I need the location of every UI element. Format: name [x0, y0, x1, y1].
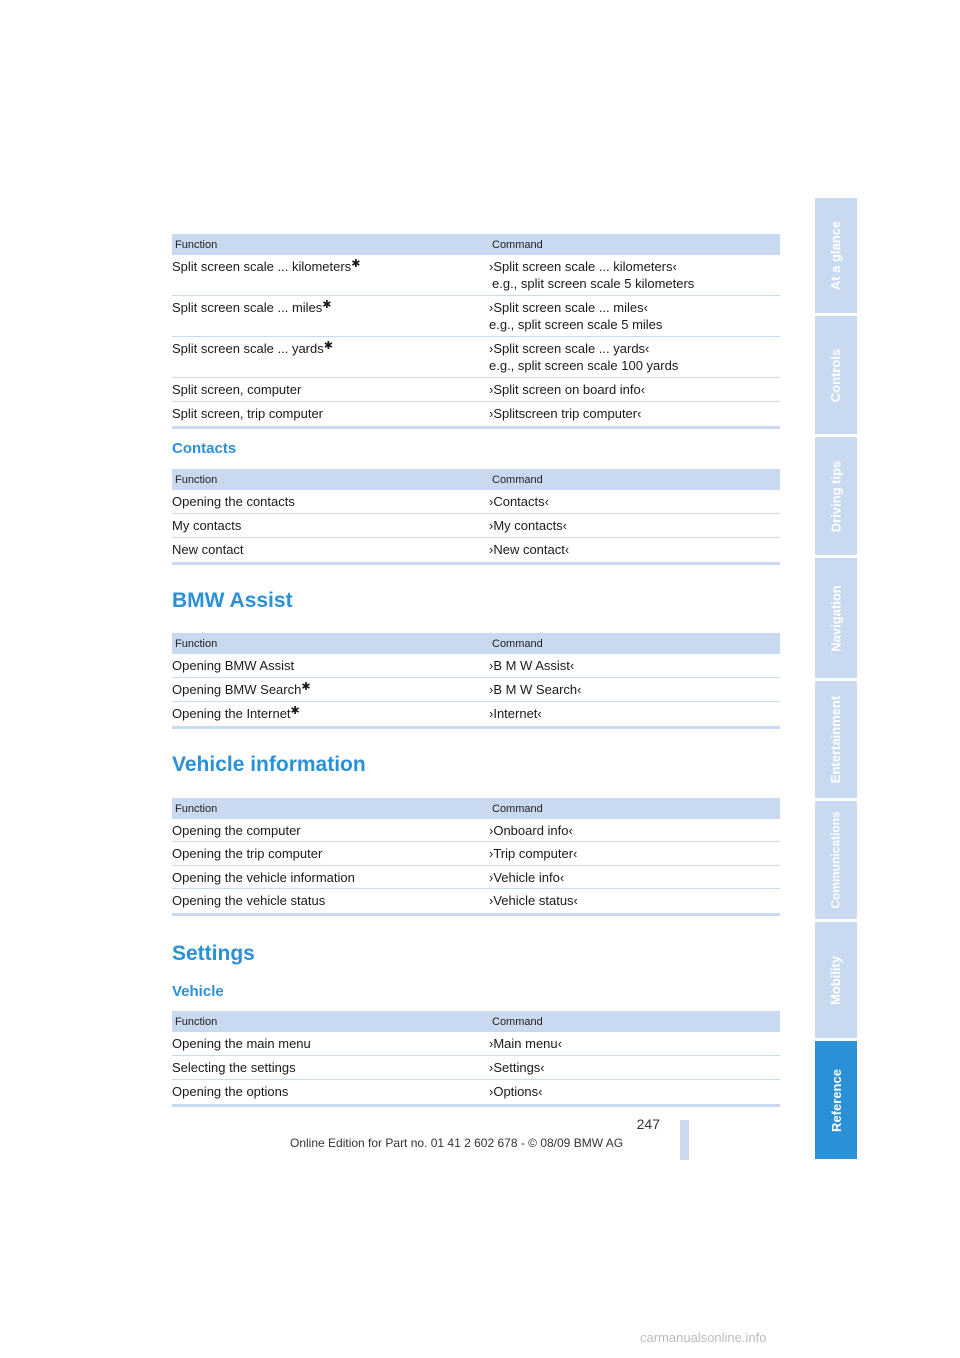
row-function: Opening the contacts: [172, 494, 295, 509]
table-row: [172, 842, 780, 866]
row-command: ›My contacts‹: [489, 518, 568, 533]
row-function: Opening the Internet: [172, 706, 291, 721]
table-header: [172, 1011, 780, 1032]
row-function: Opening the trip computer: [172, 846, 323, 861]
settings-heading: Settings: [172, 942, 255, 965]
footer-bar: [680, 1120, 689, 1160]
table-row: [172, 514, 780, 538]
tab-at-a-glance[interactable]: At a glance: [815, 198, 857, 313]
bmw-assist-heading: BMW Assist: [172, 589, 293, 612]
settings-table: [172, 1011, 780, 1107]
tab-communications[interactable]: Communications: [815, 801, 857, 919]
option-star: ✱: [290, 705, 300, 717]
table-row: [172, 1080, 780, 1104]
table-row: [172, 337, 780, 378]
header-command: Command: [492, 802, 543, 815]
row-example: e.g., split screen scale 5 miles: [489, 317, 663, 332]
header-function: Function: [175, 637, 218, 650]
table-row: [172, 538, 780, 562]
row-command: ›Split screen scale ... kilometers‹: [489, 259, 677, 274]
table-row: [172, 702, 780, 726]
row-command: ›Vehicle info‹: [489, 870, 565, 885]
table-row: [172, 255, 780, 296]
row-command: ›Contacts‹: [489, 494, 549, 509]
tab-reference[interactable]: Reference: [815, 1041, 857, 1159]
option-star: ✱: [323, 340, 333, 352]
row-command: ›Settings‹: [489, 1060, 545, 1075]
row-function: Split screen scale ... miles: [172, 300, 323, 315]
row-command: ›New contact‹: [489, 542, 570, 557]
row-function: Opening BMW Assist: [172, 658, 295, 673]
tab-driving-tips[interactable]: Driving tips: [815, 437, 857, 555]
vehicle-subheading: Vehicle: [172, 983, 224, 1000]
row-command: ›B M W Assist‹: [489, 658, 575, 673]
footer-text: Online Edition for Part no. 01 41 2 602 678 - © 08/09 BMW AG: [290, 1136, 624, 1150]
option-star: ✱: [351, 258, 361, 270]
tab-entertainment[interactable]: Entertainment: [815, 681, 857, 798]
table-header: [172, 234, 780, 255]
row-function: Split screen scale ... kilometers: [172, 259, 352, 274]
row-command: ›Onboard info‹: [489, 823, 573, 838]
table-header: [172, 798, 780, 819]
bmw-assist-table: [172, 633, 780, 729]
option-star: ✱: [322, 299, 332, 311]
table-row: [172, 654, 780, 678]
table-row: [172, 296, 780, 337]
row-function: Opening BMW Search: [172, 682, 302, 697]
table-end-rule: [172, 562, 780, 565]
watermark: carmanualsonline.info: [640, 1330, 767, 1345]
row-function: New contact: [172, 542, 244, 557]
table-end-rule: [172, 426, 780, 429]
table-row: [172, 889, 780, 913]
header-command: Command: [492, 238, 543, 251]
row-function: Opening the options: [172, 1084, 289, 1099]
header-function: Function: [175, 802, 218, 815]
row-command: ›Split screen scale ... miles‹: [489, 300, 648, 315]
tab-controls[interactable]: Controls: [815, 316, 857, 434]
page-number: 247: [636, 1116, 660, 1132]
table-row: [172, 402, 780, 426]
row-function: Split screen, trip computer: [172, 406, 324, 421]
row-command: ›Options‹: [489, 1084, 543, 1099]
row-command: ›Trip computer‹: [489, 846, 578, 861]
table-row: [172, 490, 780, 514]
row-command: ›Split screen scale ... yards‹: [489, 341, 650, 356]
table-header: [172, 633, 780, 654]
header-command: Command: [492, 473, 543, 486]
split-screen-table: [172, 234, 780, 429]
table-end-rule: [172, 913, 780, 916]
row-command: ›Splitscreen trip computer‹: [489, 406, 642, 421]
row-function: My contacts: [172, 518, 242, 533]
header-function: Function: [175, 473, 218, 486]
table-row: [172, 678, 780, 702]
option-star: ✱: [301, 681, 311, 693]
table-row: [172, 1056, 780, 1080]
header-command: Command: [492, 1015, 543, 1028]
row-function: Split screen, computer: [172, 382, 302, 397]
vehicle-information-table: [172, 798, 780, 916]
row-command: ›Vehicle status‹: [489, 893, 578, 908]
row-command: ›Split screen on board info‹: [489, 382, 646, 397]
row-function: Selecting the settings: [172, 1060, 296, 1075]
header-function: Function: [175, 1015, 218, 1028]
vehicle-information-heading: Vehicle information: [172, 753, 366, 776]
table-row: [172, 819, 780, 842]
tab-mobility[interactable]: Mobility: [815, 922, 857, 1038]
contacts-heading: Contacts: [172, 440, 237, 457]
table-row: [172, 866, 780, 889]
tab-navigation[interactable]: Navigation: [815, 558, 857, 678]
row-command: ›Main menu‹: [489, 1036, 562, 1051]
table-header: [172, 469, 780, 490]
row-example: e.g., split screen scale 100 yards: [489, 358, 679, 373]
header-command: Command: [492, 637, 543, 650]
row-command: ›B M W Search‹: [489, 682, 582, 697]
row-function: Opening the vehicle information: [172, 870, 355, 885]
row-function: Opening the main menu: [172, 1036, 311, 1051]
table-end-rule: [172, 1104, 780, 1107]
row-command: ›Internet‹: [489, 706, 542, 721]
header-function: Function: [175, 238, 218, 251]
row-function: Opening the computer: [172, 823, 301, 838]
contacts-table: [172, 469, 780, 565]
row-example: e.g., split screen scale 5 kilometers: [492, 276, 695, 291]
table-row: [172, 378, 780, 402]
row-function: Opening the vehicle status: [172, 893, 326, 908]
table-row: [172, 1032, 780, 1056]
row-function: Split screen scale ... yards: [172, 341, 324, 356]
table-end-rule: [172, 726, 780, 729]
